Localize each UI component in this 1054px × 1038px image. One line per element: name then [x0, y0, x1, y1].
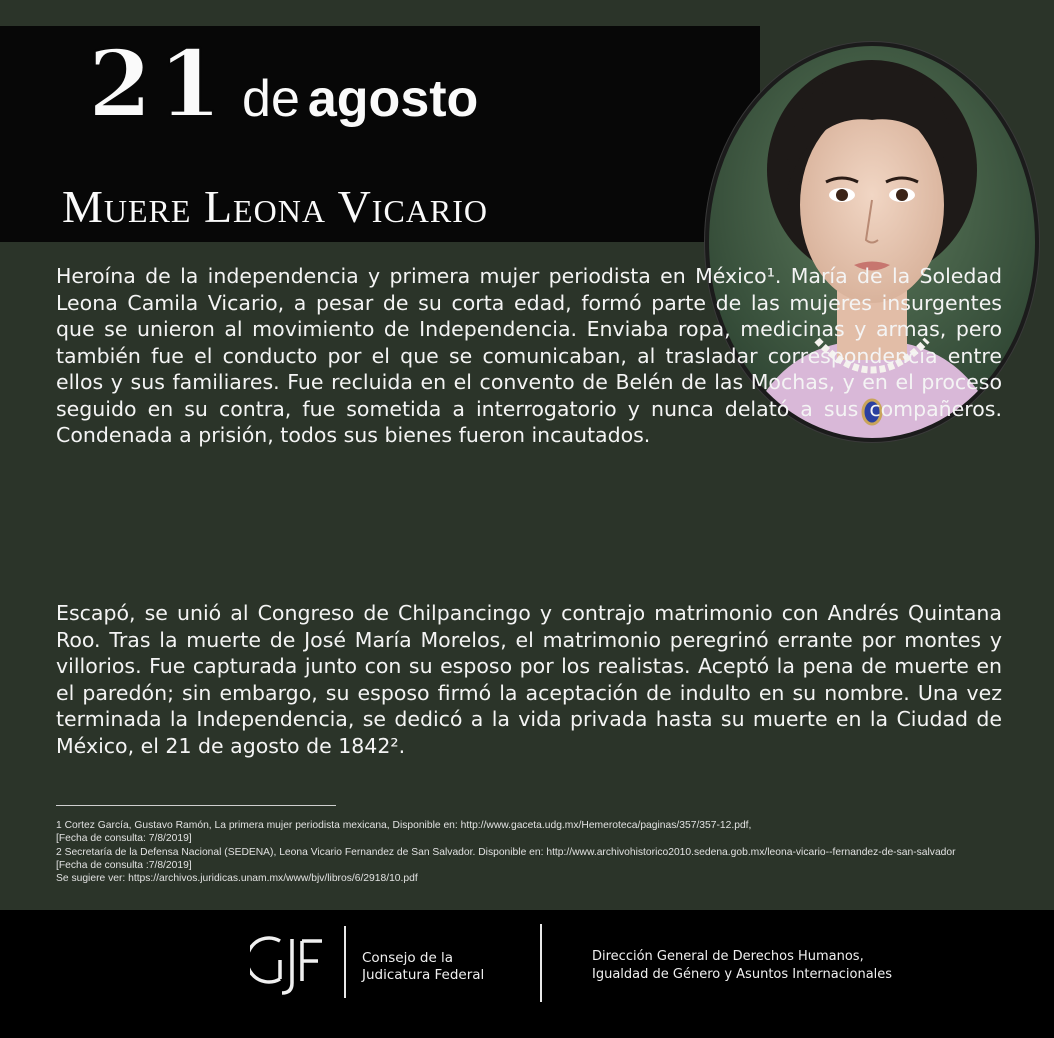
- date-heading: [88, 30, 479, 138]
- cjf-name: [362, 950, 484, 984]
- date-de: de: [242, 70, 300, 128]
- footnotes: [56, 819, 1016, 885]
- logo-text: CJF: [250, 931, 252, 932]
- biography-paragraph-2: Escapó, se unió al Congreso de Chilpancingo y contrajo matrimonio con Andrés Quintana Roo. Tras la muerte de José María Morelos, el matrimonio peregrinó errante por montes y villorios. Fue capturada junto con su esposo por los realistas. Aceptó la pena de muerte en el paredón; sin embargo, su esposo firmó la aceptación de indulto en su nombre. Una vez terminada la Independencia, se dedicó a la vida privada hasta su muerte en la Ciudad de México, el 21 de agosto de 1842².: [56, 601, 1002, 758]
- footer-bar: [0, 910, 1054, 1038]
- date-month: agosto: [307, 70, 479, 128]
- footnote-2-date: [Fecha de consulta :7/8/2019]: [56, 859, 192, 871]
- directorate-line-1: Dirección General de Derechos Humanos,: [592, 949, 864, 964]
- footer-divider-2: [540, 924, 542, 1002]
- directorate-name: [592, 948, 892, 984]
- biography-paragraph-1: Heroína de la independencia y primera mujer periodista en México¹. María de la Soledad Leona Camila Vicario, a pesar de su corta edad, formó parte de las mujeres insurgentes que se unieron al movimiento de Independencia. Enviaba ropa, medicinas y armas, pero también fue el conducto por el que se comunicaban, al trasladar correspondencia entre ellos y sus familiares. Fue recluida en el convento de Belén de las Mochas, y en el proceso seguido en su contra, fue sometida a interrogatorio y nunca delató a sus compañeros. Condenada a prisión, todos sus bienes fueron incautados.: [56, 264, 1002, 447]
- footnote-divider: [56, 805, 336, 806]
- footer-divider-1: [344, 926, 346, 998]
- page-title: Muere Leona Vicario: [62, 181, 489, 232]
- footnote-2: 2 Secretaría de la Defensa Nacional (SEDENA), Leona Vicario Fernandez de San Salvador. Disponible en: http://www.archivohistorico2010.sedena.gob.mx/leona-vicario--fernandez-de-san-salvador: [56, 846, 956, 858]
- directorate-line-2: Igualdad de Género y Asuntos Internacionales: [592, 967, 893, 982]
- date-day: 21: [88, 30, 229, 138]
- footnote-1: 1 Cortez García, Gustavo Ramón, La primera mujer periodista mexicana, Disponible en: http://www.gaceta.udg.mx/Hemeroteca/paginas/357/357-12.pdf,: [56, 820, 752, 831]
- cjf-line-2: Judicatura Federal: [362, 967, 485, 983]
- cjf-logo: [250, 931, 330, 997]
- footnote-1-date: [Fecha de consulta: 7/8/2019]: [56, 833, 192, 845]
- suggested-reading: Se sugiere ver: https://archivos.juridicas.unam.mx/www/bjv/libros/6/2918/10.pdf: [56, 873, 418, 885]
- cjf-line-1: Consejo de la: [362, 950, 454, 966]
- top-strip: [0, 0, 1054, 26]
